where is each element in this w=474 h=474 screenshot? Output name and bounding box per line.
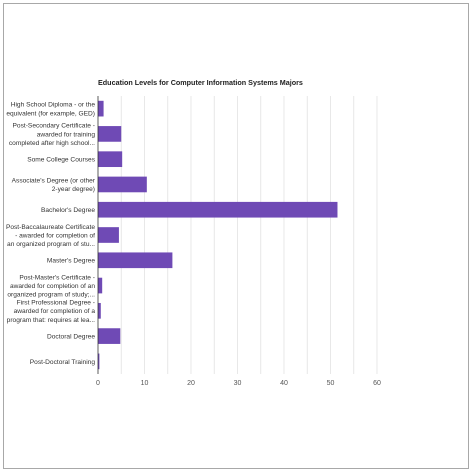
category-labels [6, 102, 96, 366]
chart-title: Education Levels for Computer Information Systems Majors [98, 78, 303, 87]
x-tick-label: 10 [140, 380, 149, 387]
category-label: Doctoral Degree [46, 333, 95, 341]
bar-5 [98, 227, 119, 243]
category-label: awarded for completion of an [9, 282, 95, 290]
category-label: Master's Degree [46, 257, 95, 265]
category-label: Post-Secondary Certificate - [12, 122, 95, 130]
category-label: Post-Doctoral Training [29, 358, 95, 366]
category-label: First Professional Degree - [16, 299, 95, 307]
x-tick-label: 20 [187, 380, 195, 387]
category-label: an organized program of stu... [7, 241, 95, 248]
category-label: - awarded for completion of [15, 232, 95, 240]
bar-3 [98, 177, 147, 193]
x-tick-label: 30 [233, 380, 242, 387]
category-label: Post-Master's Certificate - [19, 274, 95, 282]
category-label: Bachelor's Degree [40, 207, 95, 215]
bar-8 [98, 303, 101, 319]
x-tick-label: 40 [280, 380, 288, 387]
x-tick-label: 0 [96, 380, 100, 387]
x-tick-label: 50 [326, 380, 335, 387]
bars [98, 101, 337, 369]
category-label: Associate's Degree (or other [11, 177, 95, 185]
bar-1 [98, 126, 121, 142]
category-label: High School Diploma - or the [10, 101, 95, 109]
bar-2 [98, 151, 122, 167]
category-label: equivalent (for example, GED) [6, 110, 95, 118]
bar-6 [98, 252, 172, 268]
category-label: completed after high school... [8, 139, 95, 147]
category-label: 2-year degree) [51, 186, 95, 194]
bar-0 [98, 101, 104, 117]
x-tick-label: 60 [373, 380, 381, 387]
category-label: Some College Courses [27, 156, 95, 164]
bar-9 [98, 328, 120, 344]
x-tick-labels [96, 380, 381, 387]
category-label: organized program of study;... [7, 291, 95, 299]
bar-7 [98, 278, 102, 294]
category-label: awarded for completion of a [13, 308, 95, 316]
category-label: Post-Baccalaureate Certificate [5, 223, 95, 231]
category-label: program that: requires at lea... [6, 316, 95, 324]
category-label: awarded for training [36, 131, 95, 139]
gridlines [121, 96, 377, 374]
bar-4 [98, 202, 337, 218]
